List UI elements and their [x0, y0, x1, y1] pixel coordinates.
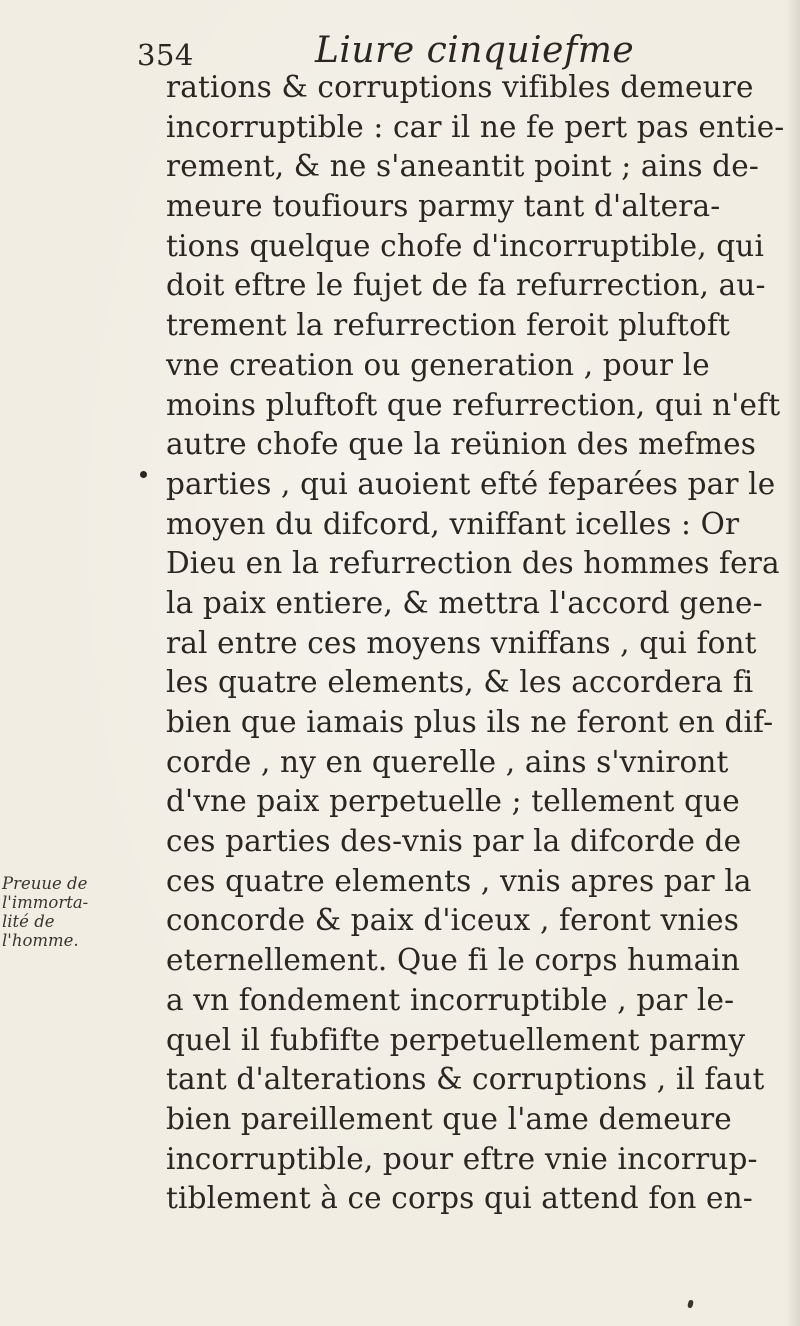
text-line: vne creation ou generation , pour le: [166, 347, 710, 382]
text-line: moins pluftoft que refurrection, qui n'eft: [166, 387, 781, 422]
text-line: incorruptible : car il ne fe pert pas entie-: [166, 109, 785, 144]
page-edge-shadow: [786, 0, 800, 1326]
margin-bullet-mark: [140, 471, 147, 478]
text-line: quel il fubfifte perpetuellement parmy: [166, 1022, 746, 1057]
text-line: corde , ny en querelle , ains s'vniront: [166, 744, 729, 779]
text-line: bien pareillement que l'ame demeure: [166, 1101, 732, 1136]
text-line: meure toufiours parmy tant d'altera-: [166, 189, 721, 224]
text-line: bien que iamais plus ils ne feront en dif-: [166, 705, 774, 739]
text-line: Dieu en la refurrection des hommes fera: [166, 546, 780, 581]
text-line: d'vne paix perpetuelle ; tellement que: [166, 784, 740, 819]
text-line: tiblement à ce corps qui attend fon en-: [166, 1181, 753, 1216]
text-line: rement, & ne s'aneantit point ; ains de-: [166, 149, 759, 184]
text-line: autre chofe que la reünion des mefmes: [166, 427, 756, 462]
text-line: tant d'alterations & corruptions , il faut: [166, 1062, 765, 1097]
running-title: Liure cinquiefme: [315, 30, 635, 71]
text-line: parties , qui auoient efté feparées par le: [166, 466, 776, 501]
marginal-note-line: l'immorta-: [2, 893, 89, 912]
marginal-note-line: Preuue de: [2, 874, 88, 893]
text-line: ces parties des-vnis par la difcorde de: [166, 824, 742, 859]
text-line: concorde & paix d'iceux , feront vnies: [166, 903, 739, 938]
signature-mark: [687, 1299, 694, 1308]
text-line: rations & corruptions vifibles demeure: [166, 70, 754, 104]
text-line: ces quatre elements , vnis apres par la: [166, 863, 752, 898]
marginal-note: [2, 874, 90, 950]
marginal-note-line: l'homme.: [2, 931, 79, 950]
page-number: 354: [137, 38, 194, 72]
text-line: trement la refurrection feroit pluftoft: [166, 308, 730, 343]
text-line: moyen du difcord, vniffant icelles : Or: [166, 506, 740, 541]
text-line: la paix entiere, & mettra l'accord gene-: [166, 585, 763, 620]
text-line: eternellement. Que fi le corps humain: [166, 943, 741, 978]
text-line: tions quelque chofe d'incorruptible, qui: [166, 228, 765, 263]
marginal-note-line: lité de: [2, 912, 55, 931]
text-line: a vn fondement incorruptible , par le-: [166, 982, 735, 1017]
body-text: [166, 68, 796, 1219]
text-line: ral entre ces moyens vniffans , qui font: [166, 625, 757, 660]
text-line: incorruptible, pour eftre vnie incorrup-: [166, 1141, 758, 1176]
text-line: doit eftre le fujet de fa refurrection, au-: [166, 268, 766, 303]
text-line: les quatre elements, & les accordera fi: [166, 665, 754, 700]
